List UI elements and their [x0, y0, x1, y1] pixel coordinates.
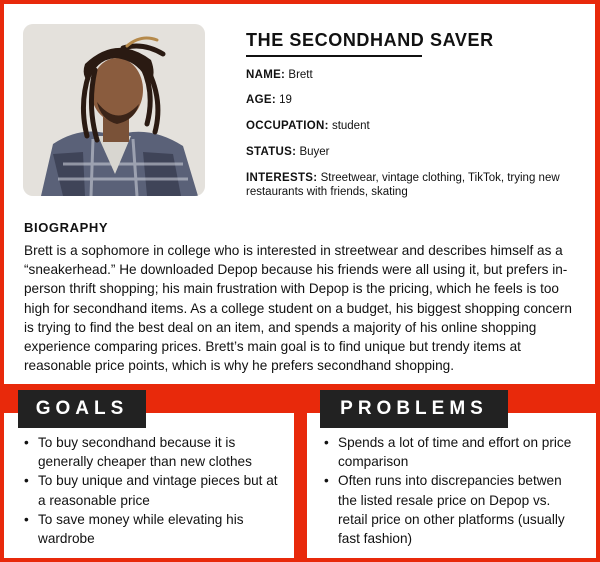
goal-item: • To buy unique and vintage pieces but at a reasonable price	[24, 471, 279, 509]
name-field	[246, 68, 313, 82]
problems-card	[307, 413, 596, 558]
problem-item: • Spends a lot of time and effort on price comparison	[324, 433, 582, 471]
goals-list	[24, 433, 279, 548]
problems-heading: PROBLEMS	[320, 390, 508, 428]
goal-item: • To buy secondhand because it is generally cheaper than new clothes	[24, 433, 279, 471]
title-underline	[246, 55, 422, 57]
occupation-value: student	[331, 120, 370, 132]
biography-text: Brett is a sophomore in college who is interested in streetwear and describes himself as a “sneakerhead.” He downloaded Depop because his friends were all using it, but prefers in-person thrift shopping; his main frustration with Depop is the pricing, which he feels is too high for secondhand items. As a college student on a budget, his biggest shopping concern is trying to find the best deal on an item, and spends a majority of his online shopping experience comparing prices. Brett’s main goal is to find unique but trendy items at reasonable price points, which is why he prefers secondhand shopping.	[24, 243, 572, 374]
occupation-field	[246, 119, 370, 133]
status-label: STATUS:	[246, 146, 297, 158]
person-portrait-icon	[23, 24, 205, 196]
persona-photo	[23, 24, 205, 196]
age-value: 19	[279, 94, 292, 106]
problems-list	[324, 433, 582, 548]
goals-card	[4, 413, 294, 558]
goals-heading: GOALS	[18, 390, 146, 428]
occupation-label: OCCUPATION:	[246, 120, 329, 132]
status-field	[246, 145, 329, 159]
problem-item: • Often runs into discrepancies betwen the listed resale price on Depop vs. retail price on other platforms (usually fast fashion)	[324, 471, 582, 548]
biography-heading: BIOGRAPHY	[24, 220, 109, 235]
persona-title: THE SECONDHAND SAVER	[246, 30, 494, 50]
profile-card	[4, 4, 595, 384]
goal-item: • To save money while elevating his wardrobe	[24, 510, 279, 548]
name-label: NAME:	[246, 69, 286, 81]
name-value: Brett	[288, 69, 313, 81]
age-field	[246, 93, 292, 107]
age-label: AGE:	[246, 94, 276, 106]
interests-value: Streetwear, vintage clothing, TikTok, trying new restaurants with friends, skating	[246, 172, 560, 198]
status-value: Buyer	[299, 146, 330, 158]
interests-field	[246, 171, 586, 199]
interests-label: INTERESTS:	[246, 172, 318, 184]
